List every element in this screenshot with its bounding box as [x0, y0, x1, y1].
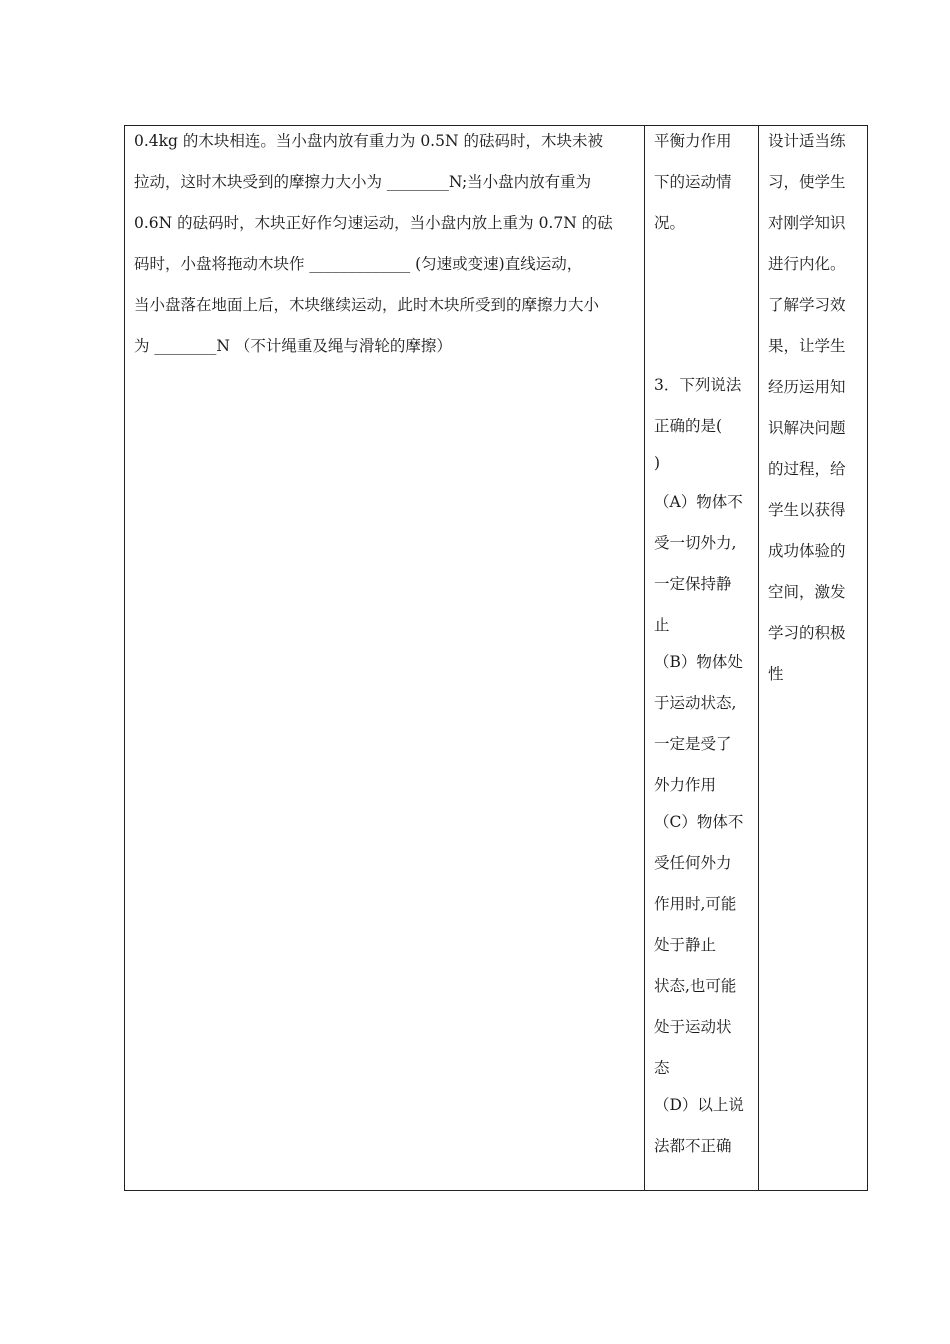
activity-line: 平衡力作用	[654, 132, 732, 150]
question-line: 3．下列说法	[654, 376, 742, 394]
option-line: 态	[654, 1059, 670, 1077]
exercise-line: 为 ________N （不计绳重及绳与滑轮的摩擦）	[134, 337, 452, 355]
option-line: 状态,也可能	[654, 977, 737, 995]
intent-column	[758, 126, 868, 1190]
intent-line: 果，让学生	[768, 337, 846, 355]
activity-line: 下的运动情	[654, 173, 732, 191]
exercise-line: 0.4kg 的木块相连。当小盘内放有重力为 0.5N 的砝码时，木块未被	[134, 132, 603, 150]
intent-line: 设计适当练	[768, 132, 846, 150]
option-line: （A）物体不	[654, 493, 743, 511]
intent-line: 进行内化。	[768, 255, 846, 273]
intent-line: 了解学习效	[768, 296, 846, 314]
exercise-line: 码时，小盘将拖动木块作 _____________ (匀速或变速)直线运动，	[134, 255, 583, 273]
intent-line: 成功体验的	[768, 542, 846, 560]
intent-line: 对刚学知识	[768, 214, 846, 232]
option-line: （C）物体不	[654, 813, 744, 831]
option-line: 作用时,可能	[654, 895, 737, 913]
option-line: 止	[654, 616, 670, 634]
question-line: )	[654, 454, 661, 472]
intent-line: 性	[768, 665, 784, 683]
option-line: 法都不正确	[654, 1137, 732, 1155]
exercise-column	[125, 126, 645, 1190]
intent-line: 的过程，给	[768, 460, 846, 478]
exercise-line: 0.6N 的砝码时，木块正好作匀速运动，当小盘内放上重为 0.7N 的砝	[134, 214, 613, 232]
option-line: 处于运动状	[654, 1018, 732, 1036]
intent-line: 习，使学生	[768, 173, 846, 191]
lesson-table	[124, 125, 868, 1191]
question-line: 正确的是(	[654, 417, 723, 435]
option-line: 受一切外力,	[654, 534, 737, 552]
intent-line: 空间，激发	[768, 583, 846, 601]
option-line: 外力作用	[654, 776, 717, 794]
activity-column	[644, 126, 759, 1190]
activity-line: 况。	[654, 214, 686, 232]
intent-line: 学习的积极	[768, 624, 846, 642]
option-line: （D）以上说	[654, 1096, 744, 1114]
option-line: 受任何外力	[654, 854, 732, 872]
option-line: 一定保持静	[654, 575, 732, 593]
exercise-line: 拉动，这时木块受到的摩擦力大小为 ________N;当小盘内放有重为	[134, 173, 592, 191]
option-line: （B）物体处	[654, 653, 743, 671]
intent-line: 经历运用知	[768, 378, 846, 396]
option-line: 处于静止	[654, 936, 717, 954]
option-line: 于运动状态,	[654, 694, 737, 712]
intent-line: 学生以获得	[768, 501, 846, 519]
exercise-line: 当小盘落在地面上后，木块继续运动，此时木块所受到的摩擦力大小	[134, 296, 600, 314]
intent-line: 识解决问题	[768, 419, 846, 437]
option-line: 一定是受了	[654, 735, 732, 753]
